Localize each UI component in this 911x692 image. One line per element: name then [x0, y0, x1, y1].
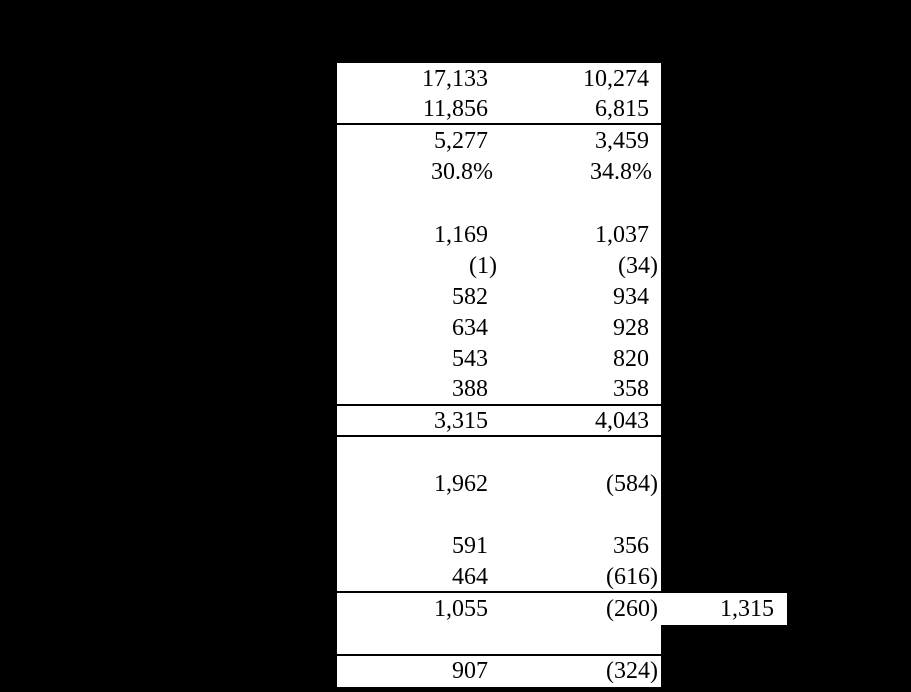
cell-col1: 1,962 — [434, 471, 488, 498]
table-row — [337, 531, 661, 562]
cell-col2: 10,274 — [583, 65, 649, 92]
cell-col2: 6,815 — [595, 95, 649, 122]
table-row — [337, 188, 661, 219]
cell-col1: 30.8% — [431, 159, 493, 186]
side-value-box — [661, 593, 787, 625]
cell-col1: 11,856 — [422, 95, 488, 122]
cell-col2: (260) — [606, 595, 658, 622]
table-row — [337, 94, 661, 125]
table-row — [337, 562, 661, 593]
cell-col2: (34) — [618, 252, 658, 279]
table-row — [337, 219, 661, 250]
cell-col1: 634 — [452, 315, 488, 342]
cell-col2: (324) — [606, 658, 658, 685]
table-row — [337, 250, 661, 281]
table-row — [337, 656, 661, 687]
table-row — [337, 593, 661, 624]
cell-col2: 34.8% — [590, 159, 652, 186]
cell-col1: 1,055 — [434, 595, 488, 622]
cell-col1: 907 — [452, 658, 488, 685]
cell-col2: 928 — [613, 315, 649, 342]
table-row — [337, 125, 661, 156]
cell-col2: (584) — [606, 471, 658, 498]
cell-col1: 591 — [452, 533, 488, 560]
cell-col2: 820 — [613, 346, 649, 373]
cell-col1: 388 — [452, 376, 488, 403]
side-value: 1,315 — [720, 595, 774, 622]
cell-col2: 356 — [613, 533, 649, 560]
financial-table — [337, 63, 661, 687]
table-row — [337, 344, 661, 375]
table-row — [337, 406, 661, 437]
cell-col1: 5,277 — [434, 127, 488, 154]
cell-col2: 358 — [613, 376, 649, 403]
cell-col2: 1,037 — [595, 221, 649, 248]
table-row — [337, 157, 661, 188]
cell-col1: 543 — [452, 346, 488, 373]
cell-col2: 4,043 — [595, 407, 649, 434]
cell-col1: 582 — [452, 283, 488, 310]
table-row — [337, 313, 661, 344]
cell-col2: 934 — [613, 283, 649, 310]
table-row — [337, 437, 661, 468]
cell-col1: 464 — [452, 563, 488, 590]
table-row — [337, 63, 661, 94]
cell-col1: (1) — [469, 252, 497, 279]
table-row — [337, 624, 661, 655]
table-row — [337, 281, 661, 312]
cell-col1: 3,315 — [434, 407, 488, 434]
table-row — [337, 375, 661, 406]
table-row — [337, 468, 661, 499]
cell-col2: 3,459 — [595, 127, 649, 154]
cell-col2: (616) — [606, 563, 658, 590]
cell-col1: 17,133 — [422, 65, 488, 92]
cell-col1: 1,169 — [434, 221, 488, 248]
table-row — [337, 500, 661, 531]
